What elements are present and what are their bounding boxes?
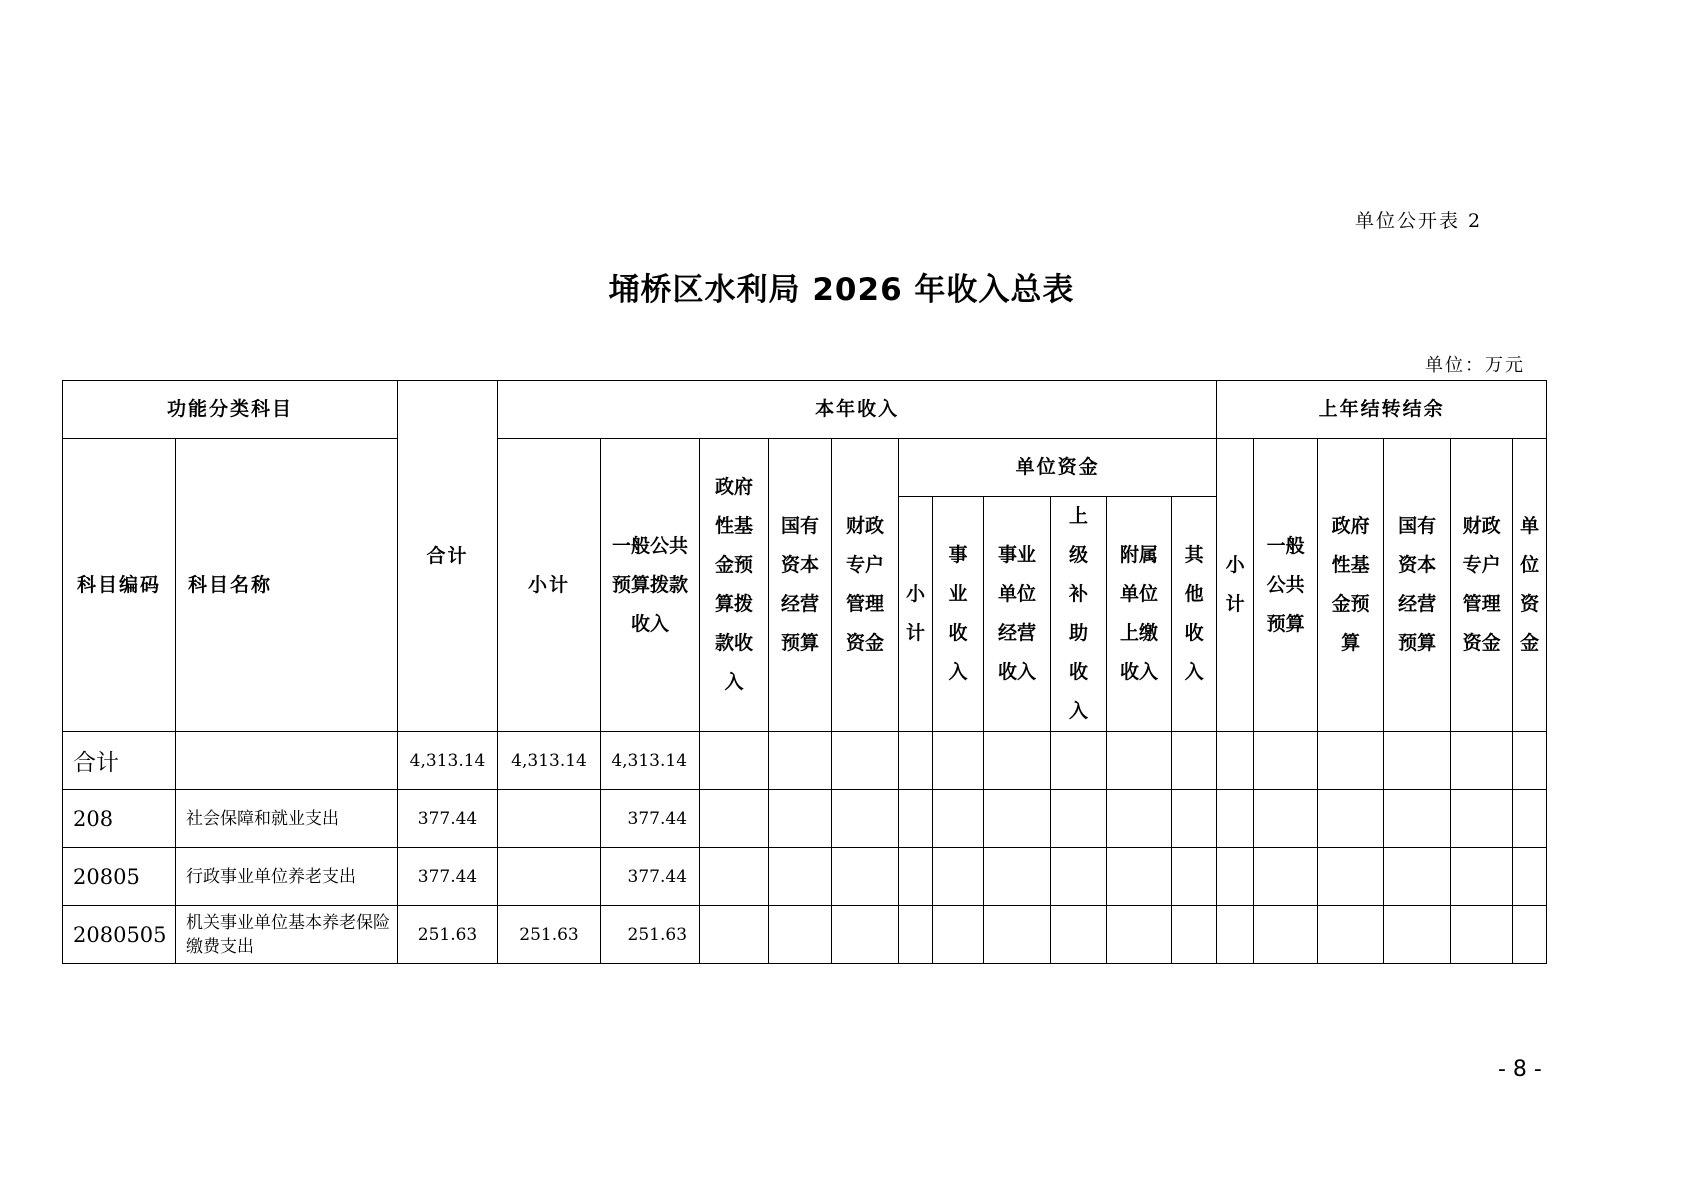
unit-label: 单位：万元 (1425, 355, 1525, 376)
row-code: 2080505 (63, 906, 176, 964)
income-summary-table (62, 380, 1547, 964)
header-carry-gov-fund: 政府性基金预算 (1318, 439, 1384, 732)
header-carry-state-capital: 国有资本经营预算 (1384, 439, 1451, 732)
header-carry-subtotal: 小计 (1217, 439, 1254, 732)
header-state-capital: 国有资本经营预算 (769, 439, 832, 732)
row-code: 208 (63, 790, 176, 848)
row-name: 行政事业单位养老支出 (176, 848, 398, 906)
header-business-income: 事业收入 (933, 497, 984, 732)
header-name: 科目名称 (176, 439, 398, 732)
row-general-public: 377.44 (601, 790, 700, 848)
row-total: 377.44 (398, 848, 498, 906)
header-carry-fiscal-special: 财政专户管理资金 (1451, 439, 1513, 732)
row-subtotal (498, 790, 601, 848)
header-subtotal: 小计 (498, 439, 601, 732)
header-unit-subtotal: 小计 (899, 497, 933, 732)
header-fiscal-special: 财政专户管理资金 (832, 439, 899, 732)
row-code: 20805 (63, 848, 176, 906)
row-name: 社会保障和就业支出 (176, 790, 398, 848)
row-name: 机关事业单位基本养老保险缴费支出 (176, 906, 398, 964)
table-row (63, 732, 1547, 790)
header-category: 功能分类科目 (63, 381, 398, 439)
header-gov-fund: 政府性基金预算拨款收入 (700, 439, 769, 732)
header-current-income: 本年收入 (498, 381, 1217, 439)
row-total: 251.63 (398, 906, 498, 964)
row-general-public: 251.63 (601, 906, 700, 964)
header-total: 合计 (398, 381, 498, 732)
page-title: 埇桥区水利局 2026 年收入总表 (608, 272, 1075, 308)
table-row (63, 906, 1547, 964)
header-code: 科目编码 (63, 439, 176, 732)
header-carry-general: 一般公共预算 (1254, 439, 1318, 732)
header-affiliated-income: 附属单位上缴收入 (1107, 497, 1172, 732)
row-code: 合计 (63, 732, 176, 790)
row-general-public: 4,313.14 (601, 732, 700, 790)
table-row (63, 790, 1547, 848)
header-general-public: 一般公共预算拨款收入 (601, 439, 700, 732)
row-total: 377.44 (398, 790, 498, 848)
table-row (63, 848, 1547, 906)
header-carry-unit-funds: 单位资金 (1513, 439, 1547, 732)
row-total: 4,313.14 (398, 732, 498, 790)
header-other-income: 其他收入 (1172, 497, 1217, 732)
header-unit-funds: 单位资金 (899, 439, 1217, 497)
row-subtotal: 4,313.14 (498, 732, 601, 790)
page-number: - 8 - (1498, 1057, 1542, 1082)
row-subtotal: 251.63 (498, 906, 601, 964)
header-subsidy-income: 上级补助收入 (1051, 497, 1107, 732)
form-number: 单位公开表 2 (1355, 210, 1483, 232)
header-carryover: 上年结转结余 (1217, 381, 1547, 439)
row-subtotal (498, 848, 601, 906)
row-general-public: 377.44 (601, 848, 700, 906)
header-operating-income: 事业单位经营收入 (984, 497, 1051, 732)
row-name (176, 732, 398, 790)
